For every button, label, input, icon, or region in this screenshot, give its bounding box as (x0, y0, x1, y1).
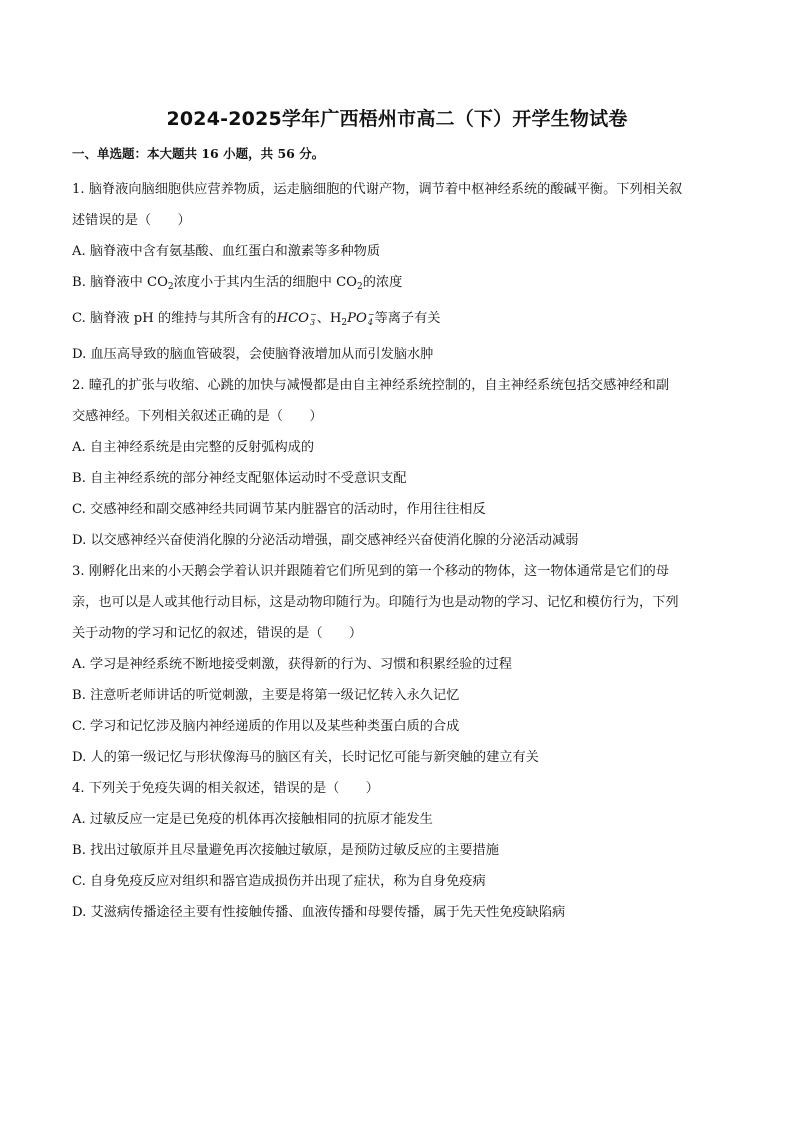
question-4 (72, 773, 724, 928)
question-3 (72, 556, 724, 773)
question-2-option-a: A. 自主神经系统是由完整的反射弧构成的 (72, 440, 315, 455)
question-3-stem-line-1: 3. 刚孵化出来的小天鹅会学着认识并跟随着它们所见到的第一个移动的物体，这一物体通常是它们的母 (72, 564, 670, 579)
question-1-option-a: A. 脑脊液中含有氨基酸、血红蛋白和激素等多种物质 (72, 244, 381, 259)
question-4-option-c: C. 自身免疫反应对组织和器官造成损伤并出现了症状，称为自身免疫病 (72, 874, 486, 889)
question-2-option-c: C. 交感神经和副交感神经共同调节某内脏器官的活动时，作用往往相反 (72, 502, 486, 517)
question-2-option-b: B. 自主神经系统的部分神经支配躯体运动时不受意识支配 (72, 471, 407, 486)
question-2-stem-line-1: 2. 瞳孔的扩张与收缩、心跳的加快与减慢都是由自主神经系统控制的，自主神经系统包括交感神经和副 (72, 378, 670, 393)
question-3-option-b: B. 注意听老师讲话的听觉刺激，主要是将第一级记忆转入永久记忆 (72, 688, 460, 703)
question-3-stem-line-2: 亲，也可以是人或其他行动目标，这是动物印随行为。印随行为也是动物的学习、记忆和模仿行为，下列 (72, 595, 679, 610)
question-4-option-a: A. 过敏反应一定是已免疫的机体再次接触相同的抗原才能发生 (72, 812, 433, 827)
question-2 (72, 370, 724, 556)
question-1-option-b: B. 脑脊液中 $CO_2$浓度小于其内生活的细胞中 $CO_2$的浓度 (72, 275, 403, 292)
phosphate-ion: PO − 4 (347, 309, 375, 327)
exam-title: 2024-2025学年广西梧州市高二（下）开学生物试卷 (166, 108, 628, 130)
question-4-stem-line-1: 4. 下列关于免疫失调的相关叙述，错误的是（ ） (72, 781, 379, 796)
question-1 (72, 174, 724, 370)
question-4-option-d: D. 艾滋病传播途径主要有性接触传播、血液传播和母婴传播，属于先天性免疫缺陷病 (72, 905, 566, 920)
question-3-option-d: D. 人的第一级记忆与形状像海马的脑区有关，长时记忆可能与新突触的建立有关 (72, 750, 539, 765)
exam-content (72, 144, 724, 928)
question-3-option-c: C. 学习和记忆涉及脑内神经递质的作用以及某些种类蛋白质的合成 (72, 719, 460, 734)
question-2-option-d: D. 以交感神经兴奋使消化腺的分泌活动增强，副交感神经兴奋使消化腺的分泌活动减弱 (72, 533, 579, 548)
question-4-option-b: B. 找出过敏原并且尽量避免再次接触过敏原，是预防过敏反应的主要措施 (72, 843, 499, 858)
question-1-stem-line-2: 述错误的是（ ） (72, 213, 191, 228)
bicarbonate-ion: HCO − 3 (276, 309, 317, 327)
question-2-stem-line-2: 交感神经。下列相关叙述正确的是（ ） (72, 409, 323, 424)
question-1-stem-line-1: 1. 脑脊液向脑细胞供应营养物质，运走脑细胞的代谢产物，调节着中枢神经系统的酸碱平衡。下列相关叙 (72, 182, 683, 197)
question-3-stem-line-3: 关于动物的学习和记忆的叙述，错误的是（ ） (72, 626, 363, 641)
section-heading: 一、单选题：本大题共 16 小题，共 56 分。 (72, 146, 325, 161)
question-1-option-c: C. 脑脊液 pH 的维持与其所含有的HCO − 3 、$H_2PO$ − 4 等离子有关 (72, 303, 724, 339)
question-3-option-a: A. 学习是神经系统不断地接受刺激，获得新的行为、习惯和积累经验的过程 (72, 657, 512, 672)
question-1-option-d: D. 血压高导致的脑血管破裂，会使脑脊液增加从而引发脑水肿 (72, 347, 434, 362)
